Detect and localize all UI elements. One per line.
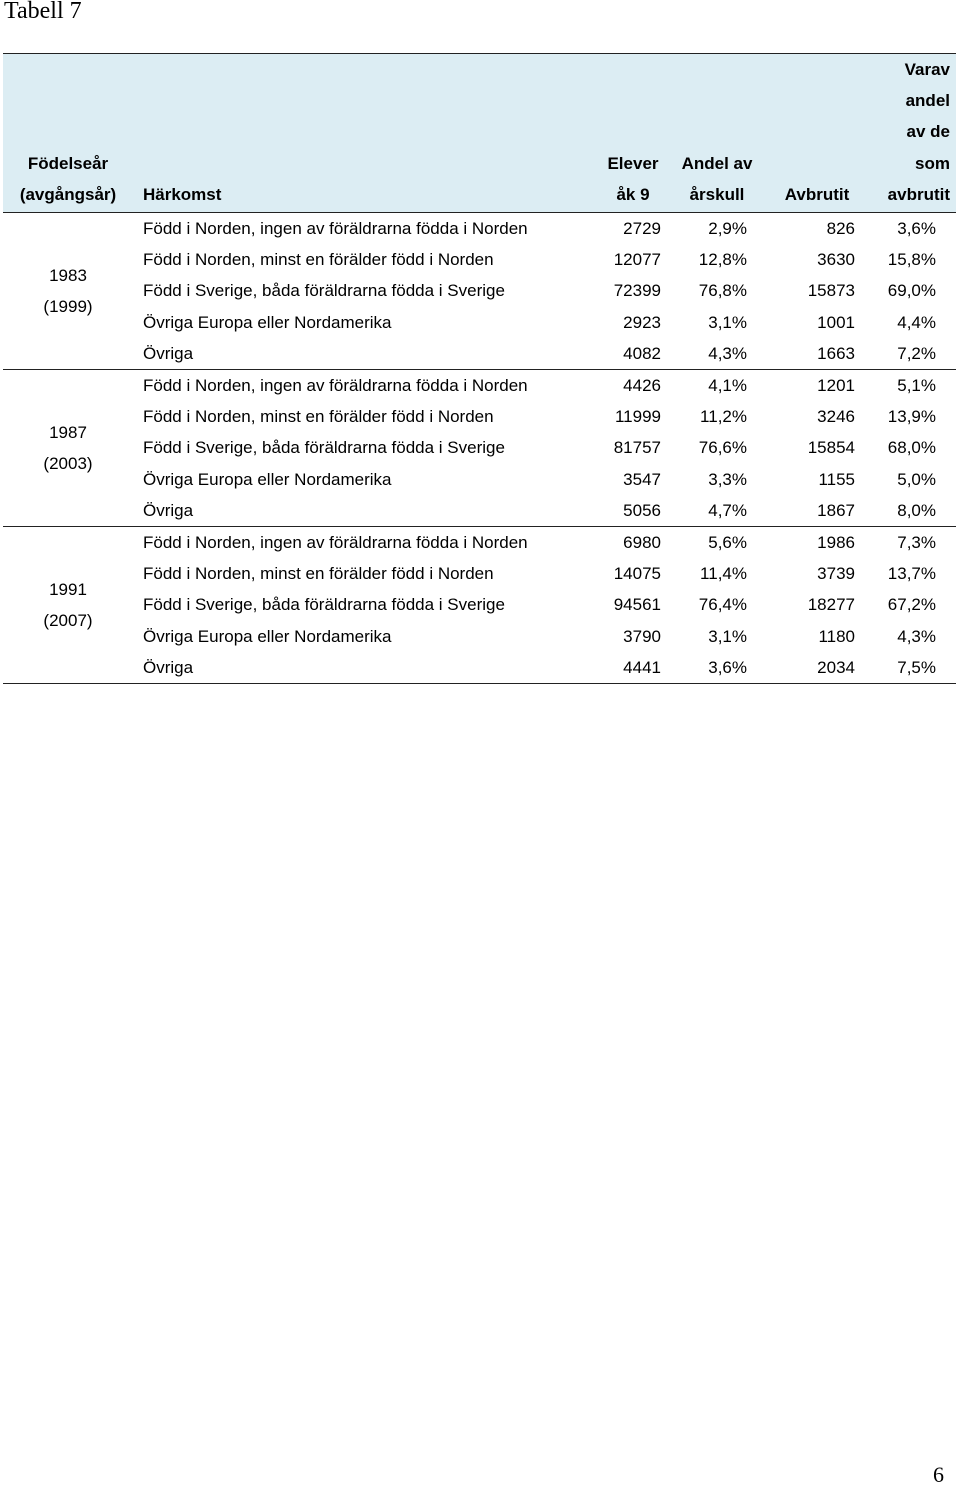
share-cell: 4,1%: [708, 376, 747, 396]
header-share: [669, 54, 765, 213]
table-row: [3, 432, 956, 463]
table-row: [3, 213, 956, 245]
share-cell: 3,1%: [708, 626, 747, 646]
graduation-year: (2007): [43, 611, 93, 631]
document-title: Tabell 7: [4, 0, 82, 24]
origin-cell: Född i Sverige, båda föräldrarna födda i Sverige: [143, 595, 505, 615]
share-cell: 76,6%: [698, 438, 747, 458]
table-row: [3, 558, 956, 589]
dropouts-cell: 18277: [807, 595, 855, 615]
table-header: [3, 54, 956, 213]
graduation-year: (1999): [43, 297, 93, 317]
header-students-line: Elever: [607, 153, 659, 173]
dropout-share-cell: 7,3%: [897, 533, 936, 553]
students-cell: 3547: [623, 469, 661, 489]
birth-year: 1991: [49, 579, 87, 599]
table-row: [3, 464, 956, 495]
share-cell: 4,3%: [708, 343, 747, 363]
origin-cell: Övriga Europa eller Nordamerika: [143, 312, 392, 332]
dropout-share-cell: 7,5%: [897, 657, 936, 677]
dropout-share-cell: 13,7%: [887, 564, 936, 584]
dropouts-cell: 1155: [818, 469, 855, 489]
share-cell: 3,6%: [708, 657, 747, 677]
students-cell: 4082: [623, 343, 661, 363]
origin-cell: Född i Norden, minst en förälder född i Norden: [143, 564, 494, 584]
students-cell: 5056: [623, 500, 661, 520]
birth-year: 1987: [49, 422, 87, 442]
header-birth-year: [3, 54, 133, 213]
dropout-share-cell: 15,8%: [887, 250, 936, 270]
header-birth-year-line: Födelseår: [27, 153, 109, 173]
table-group-1991: [3, 527, 956, 684]
share-cell: 76,8%: [698, 281, 747, 301]
table-row: [3, 370, 956, 402]
dropout-share-cell: 8,0%: [897, 500, 936, 520]
dropout-share-cell: 4,3%: [897, 626, 936, 646]
students-cell: 2729: [623, 219, 661, 239]
header-dropout-share-line: av de: [906, 122, 950, 142]
table-row: [3, 652, 956, 684]
students-cell: 94561: [613, 595, 661, 615]
dropouts-cell: 3630: [817, 250, 855, 270]
students-cell: 12077: [613, 250, 661, 270]
students-cell: 14075: [613, 564, 661, 584]
share-cell: 12,8%: [698, 250, 747, 270]
origin-cell: Född i Sverige, båda föräldrarna födda i Sverige: [143, 281, 505, 301]
origin-cell: Född i Norden, ingen av föräldrarna födda i Norden: [143, 376, 528, 396]
table-row: [3, 621, 956, 652]
header-dropout-share: [869, 54, 956, 213]
birth-year-cell: [3, 213, 133, 370]
origin-cell: Övriga: [143, 657, 194, 677]
dropout-share-cell: 7,2%: [897, 343, 936, 363]
dropouts-cell: 1201: [817, 376, 855, 396]
table-row: [3, 338, 956, 370]
dropouts-cell: 1663: [817, 343, 855, 363]
header-origin: Härkomst: [133, 54, 597, 213]
students-cell: 11999: [614, 407, 661, 427]
origin-cell: Född i Norden, ingen av föräldrarna födda i Norden: [143, 219, 528, 239]
share-cell: 5,6%: [708, 533, 747, 553]
page-number: 6: [933, 1462, 944, 1487]
share-cell: 3,1%: [708, 312, 747, 332]
origin-cell: Övriga Europa eller Nordamerika: [143, 626, 392, 646]
origin-cell: Övriga: [143, 500, 194, 520]
origin-cell: Född i Norden, minst en förälder född i Norden: [143, 407, 494, 427]
dropouts-cell: 15854: [807, 438, 855, 458]
dropout-share-cell: 4,4%: [897, 312, 936, 332]
dropout-share-cell: 69,0%: [887, 281, 936, 301]
origin-cell: Född i Norden, ingen av föräldrarna födda i Norden: [143, 533, 528, 553]
table-row: [3, 589, 956, 620]
table-row: [3, 275, 956, 306]
students-cell: 3790: [623, 626, 661, 646]
header-dropout-share-line: avbrutit: [887, 184, 950, 204]
dropout-share-cell: 3,6%: [897, 219, 936, 239]
students-cell: 6980: [623, 533, 661, 553]
birth-year: 1983: [49, 265, 87, 285]
students-cell: 4441: [623, 657, 661, 677]
dropouts-cell: 1986: [817, 533, 855, 553]
table-row: [3, 495, 956, 527]
birth-year-cell: [3, 370, 133, 527]
origin-cell: Född i Norden, minst en förälder född i Norden: [143, 250, 494, 270]
dropout-share-cell: 13,9%: [887, 407, 936, 427]
header-share-line: årskull: [689, 184, 745, 204]
dropouts-cell: 3246: [817, 407, 855, 427]
share-cell: 2,9%: [708, 219, 747, 239]
students-cell: 2923: [623, 312, 661, 332]
dropouts-cell: 1180: [818, 626, 855, 646]
table-group-1983: [3, 213, 956, 370]
share-cell: 4,7%: [708, 500, 747, 520]
share-cell: 11,4%: [700, 564, 747, 584]
table-group-1987: [3, 370, 956, 527]
dropout-share-cell: 67,2%: [887, 595, 936, 615]
header-dropouts: Avbrutit: [765, 54, 869, 213]
origin-cell: Övriga: [143, 343, 194, 363]
share-cell: 11,2%: [700, 407, 747, 427]
students-cell: 4426: [623, 376, 661, 396]
dropouts-cell: 15873: [807, 281, 855, 301]
header-birth-year-line: (avgångsår): [19, 184, 117, 204]
dropouts-cell: 1001: [817, 312, 855, 332]
table-row: [3, 401, 956, 432]
dropouts-cell: 826: [826, 219, 855, 239]
share-cell: 3,3%: [708, 469, 747, 489]
graduation-year: (2003): [43, 454, 93, 474]
dropout-share-cell: 5,1%: [897, 376, 936, 396]
origin-cell: Född i Sverige, båda föräldrarna födda i Sverige: [143, 438, 505, 458]
header-dropout-share-line: andel: [905, 91, 950, 111]
data-table: [3, 53, 956, 684]
header-dropout-share-line: som: [915, 153, 950, 173]
dropouts-cell: 3739: [817, 564, 855, 584]
birth-year-cell: [3, 527, 133, 684]
header-dropout-share-line: Varav: [904, 60, 950, 79]
table-row: [3, 527, 956, 559]
dropouts-cell: 2034: [817, 657, 855, 677]
table-row: [3, 307, 956, 338]
students-cell: 72399: [613, 281, 661, 301]
header-students-line: åk 9: [616, 184, 650, 204]
header-students: [597, 54, 669, 213]
header-share-line: Andel av: [681, 153, 753, 173]
header-row: [3, 54, 956, 213]
origin-cell: Övriga Europa eller Nordamerika: [143, 469, 392, 489]
students-cell: 81757: [613, 438, 661, 458]
dropouts-cell: 1867: [817, 500, 855, 520]
table-row: [3, 244, 956, 275]
dropout-share-cell: 5,0%: [897, 469, 936, 489]
dropout-share-cell: 68,0%: [887, 438, 936, 458]
share-cell: 76,4%: [698, 595, 747, 615]
